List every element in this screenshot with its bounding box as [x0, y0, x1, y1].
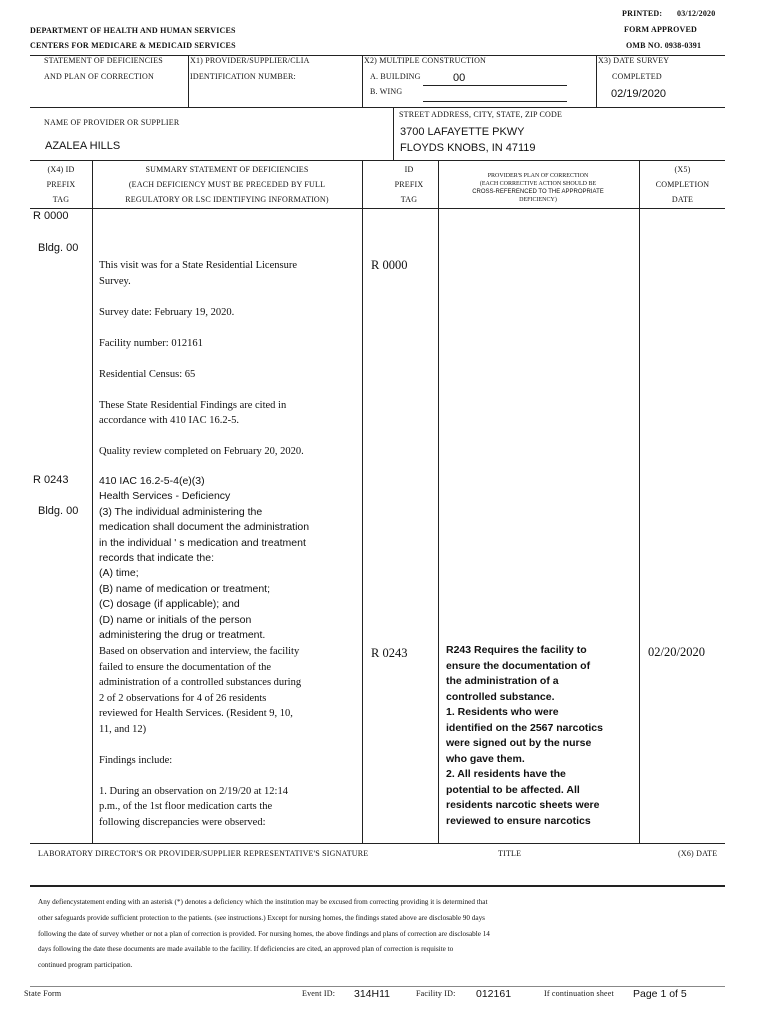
department-title: DEPARTMENT OF HEALTH AND HUMAN SERVICES [30, 26, 236, 35]
rule-signature-bottom [30, 885, 725, 887]
facility-id-value: 012161 [476, 988, 512, 1000]
divider-x1 [188, 55, 189, 107]
finding-line: 11, and 12) [99, 723, 147, 735]
printed-date: 03/12/2020 [677, 9, 716, 18]
disclaimer-line: Any defiencystatement ending with an asterisk (*) denotes a deficiency which the institution may be excused from correcting providing it is determined that [38, 898, 488, 906]
summary-line: These State Residential Findings are cited in [99, 399, 287, 411]
provider-name-label: NAME OF PROVIDER OR SUPPLIER [44, 118, 180, 127]
regulation-line: in the individual ' s medication and treatment [99, 536, 306, 549]
summary-entry-1 [99, 258, 359, 460]
x2-label: X2) MULTIPLE CONSTRUCTION [364, 56, 487, 65]
wing-label: B. WING [370, 87, 403, 96]
tag-r0000: R 0000 [33, 210, 69, 222]
summary-line: Facility number: 012161 [99, 337, 203, 349]
x1-label-2: IDENTIFICATION NUMBER: [190, 72, 296, 81]
x1-label-1: X1) PROVIDER/SUPPLIER/CLIA [190, 56, 310, 65]
regulation-line: Health Services - Deficiency [99, 490, 231, 503]
x5-label-1: (X5) [674, 165, 691, 174]
id-label-2: PREFIX [394, 180, 424, 189]
regulation-line: (C) dosage (if applicable); and [99, 598, 240, 611]
rule-provider-bottom [30, 160, 725, 161]
building-label: A. BUILDING [370, 72, 421, 81]
col-divider-2 [362, 160, 363, 843]
disclaimer [38, 895, 728, 974]
x4-label-3: TAG [52, 195, 70, 204]
facility-id-label: Facility ID: [416, 989, 456, 998]
state-form-label: State Form [24, 989, 62, 998]
observation-line: 1. During an observation on 2/19/20 at 12:14 [99, 785, 288, 797]
correction-line: were signed out by the nurse [446, 737, 592, 749]
rule-content-bottom [30, 843, 725, 844]
regulation-line: medication shall document the administration [99, 521, 310, 534]
x5-label-2: COMPLETION [655, 180, 710, 189]
col-divider-4 [639, 160, 640, 843]
event-id-label: Event ID: [302, 989, 336, 998]
correction-line: ensure the documentation of [446, 659, 591, 672]
divider-x3 [596, 55, 597, 107]
regulation-text [99, 474, 361, 643]
rule-top-box-bottom [30, 107, 725, 108]
plan-label-1: PROVIDER'S PLAN OF CORRECTION [487, 173, 589, 179]
tag-r0243: R 0243 [33, 474, 69, 486]
id-label-3: TAG [400, 195, 418, 204]
summary-label-3: REGULATORY OR LSC IDENTIFYING INFORMATION) [125, 195, 329, 204]
bldg-label-2: Bldg. 00 [38, 505, 79, 517]
page-number: Page 1 of 5 [633, 988, 687, 1000]
continuation-label: If continuation sheet [544, 989, 614, 998]
disclaimer-line: other safeguards provide sufficient protection to the patients. (see instructions.) Except for nursing homes, the findings stated above are disclosable 90 days [38, 913, 485, 922]
findings-include: Findings include: [99, 754, 173, 766]
printed-label: PRINTED: [622, 9, 663, 18]
correction-line: the administration of a [446, 675, 559, 687]
address-line-2: FLOYDS KNOBS, IN 47119 [400, 142, 536, 154]
survey-date-value: 02/19/2020 [611, 88, 667, 100]
regulation-line: (B) name of medication or treatment; [99, 582, 270, 595]
wing-underline [423, 101, 567, 102]
statement-label-1: STATEMENT OF DEFICIENCIES [44, 56, 163, 65]
summary-line: accordance with 410 IAC 16.2-5. [99, 415, 239, 426]
plan-label-4: DEFICIENCY) [519, 197, 557, 203]
regulation-line: 410 IAC 16.2-5-4(e)(3) [99, 475, 205, 487]
x3-label-2: COMPLETED [612, 72, 662, 81]
summary-line: Residential Census: 65 [99, 368, 196, 380]
address-line-1: 3700 LAFAYETTE PKWY [400, 126, 525, 138]
form-approved: FORM APPROVED [624, 25, 698, 34]
finding-line: reviewed for Health Services. (Resident 9, 10, [99, 708, 293, 719]
disclaimer-line: continued program participation. [38, 961, 133, 970]
regulation-line: administering the drug or treatment. [99, 629, 266, 642]
finding-line: 2 of 2 observations for 4 of 26 residents [99, 692, 267, 704]
summary-line: Quality review completed on February 20, 2020. [99, 446, 304, 457]
building-underline [423, 85, 567, 86]
x5-label-3: DATE [671, 195, 694, 204]
x4-label-2: PREFIX [46, 180, 76, 189]
plan-of-correction [446, 643, 638, 829]
omb-number: OMB NO. 0938-0391 [626, 41, 702, 50]
rule-footer [30, 986, 725, 987]
correction-line: 2. All residents have the [446, 768, 566, 780]
correction-line: who gave them. [446, 752, 525, 765]
tag-r0243-right: R 0243 [371, 646, 408, 660]
correction-line: controlled substance. [446, 690, 555, 703]
x3-label-1: X3) DATE SURVEY [598, 56, 670, 65]
statement-label-2: AND PLAN OF CORRECTION [44, 72, 154, 81]
summary-label-1: SUMMARY STATEMENT OF DEFICIENCIES [145, 165, 309, 174]
finding-line: failed to ensure the documentation of the [99, 661, 272, 673]
correction-line: potential to be affected. All [446, 783, 580, 796]
tag-r0000-right: R 0000 [371, 258, 408, 272]
plan-label-3: CROSS-REFERENCED TO THE APPROPRIATE [472, 189, 604, 195]
rule-columns-bottom [30, 208, 725, 209]
id-label-1: ID [404, 165, 414, 174]
disclaimer-line: following the date of survey whether or not a plan of correction is provided. For nursing homes, the above findings and plans of correction are disclosable 14 [38, 929, 490, 938]
event-id-value: 314H11 [354, 988, 391, 1000]
plan-label-2: (EACH CORRECTIVE ACTION SHOULD BE [479, 181, 597, 187]
findings-text [99, 644, 361, 830]
signature-label: LABORATORY DIRECTOR'S OR PROVIDER/SUPPLIER REPRESENTATIVE'S SIGNATURE [38, 849, 369, 858]
correction-line: identified on the 2567 narcotics [446, 721, 603, 734]
col-divider-1 [92, 160, 93, 843]
correction-line: reviewed to ensure narcotics [446, 814, 591, 827]
summary-line: Survey date: February 19, 2020. [99, 306, 235, 318]
regulation-line: (D) name or initials of the person [99, 613, 252, 626]
summary-label-2: (EACH DEFICIENCY MUST BE PRECEDED BY FULL [128, 180, 326, 189]
finding-line: administration of a controlled substances during [99, 677, 302, 688]
building-value: 00 [453, 72, 466, 84]
finding-line: Based on observation and interview, the facility [99, 646, 300, 657]
correction-line: R243 Requires the facility to [446, 644, 587, 656]
summary-line: Survey. [99, 275, 131, 287]
regulation-line: (A) time; [99, 567, 139, 580]
bldg-label-1: Bldg. 00 [38, 242, 79, 254]
regulation-line: records that indicate the: [99, 552, 214, 565]
address-label: STREET ADDRESS, CITY, STATE, ZIP CODE [399, 110, 563, 119]
observation-line: p.m., of the 1st floor medication carts the [99, 801, 273, 812]
observation-line: following discrepancies were observed: [99, 816, 266, 828]
regulation-line: (3) The individual administering the [99, 505, 263, 518]
signature-title-label: TITLE [498, 849, 522, 858]
centers-title: CENTERS FOR MEDICARE & MEDICAID SERVICES [30, 41, 236, 50]
summary-line: This visit was for a State Residential Licensure [99, 260, 297, 271]
correction-line: 1. Residents who were [446, 706, 559, 718]
completion-date: 02/20/2020 [648, 645, 705, 659]
col-divider-3 [438, 160, 439, 843]
disclaimer-line: days following the date these documents are made available to the facility. If deficiencies are cited, an approved plan of correction is requisite to [38, 945, 454, 954]
provider-name-value: AZALEA HILLS [45, 140, 121, 152]
signature-date-label: (X6) DATE [678, 849, 718, 858]
x4-label-1: (X4) ID [47, 165, 75, 174]
divider-provider [393, 107, 394, 160]
divider-x2 [362, 55, 363, 107]
correction-line: residents narcotic sheets were [446, 799, 600, 811]
